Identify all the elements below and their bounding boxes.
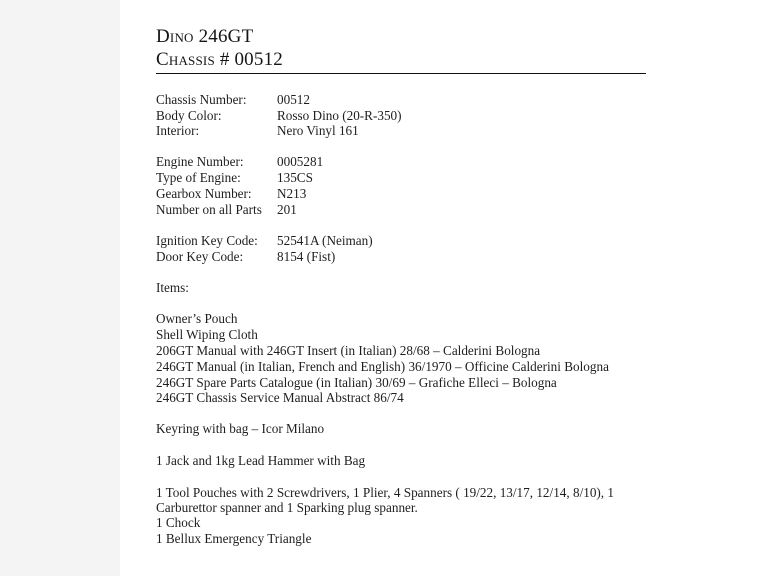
field-value: 8154 (Fist) <box>277 249 336 264</box>
field-engine-number <box>156 154 323 170</box>
list-item: 206GT Manual with 246GT Insert (in Italian) 28/68 – Calderini Bologna <box>156 343 541 358</box>
field-value: N213 <box>277 186 307 201</box>
tools-line: Carburettor spanner and 1 Sparking plug spanner. <box>156 500 418 515</box>
field-value: 52541A (Neiman) <box>277 233 373 248</box>
field-label: Door Key Code: <box>156 249 244 264</box>
field-label: Chassis Number: <box>156 92 247 107</box>
field-body-color <box>156 108 402 124</box>
field-value: Nero Vinyl 161 <box>277 123 359 138</box>
document-title: Dino 246GT <box>156 26 254 47</box>
field-chassis-number <box>156 92 310 108</box>
field-value: 0005281 <box>277 154 324 169</box>
field-label: Number on all Parts <box>156 202 262 217</box>
tools-line: 1 Chock <box>156 515 201 530</box>
jack-item: 1 Jack and 1kg Lead Hammer with Bag <box>156 453 366 468</box>
tools-line: 1 Tool Pouches with 2 Screwdrivers, 1 Plier, 4 Spanners ( 19/22, 13/17, 12/14, 8/10), 1 <box>156 485 614 500</box>
field-value: 00512 <box>277 92 310 107</box>
field-gearbox-number <box>156 186 306 202</box>
keyring-item: Keyring with bag – Icor Milano <box>156 421 325 436</box>
list-item: 246GT Chassis Service Manual Abstract 86/74 <box>156 390 404 405</box>
field-door-key <box>156 249 335 265</box>
list-item: Shell Wiping Cloth <box>156 327 258 342</box>
field-label: Ignition Key Code: <box>156 233 258 248</box>
list-item: Owner’s Pouch <box>156 311 238 326</box>
field-label: Gearbox Number: <box>156 186 252 201</box>
items-heading: Items: <box>156 280 189 295</box>
field-label: Type of Engine: <box>156 170 241 185</box>
field-engine-type <box>156 170 313 186</box>
field-number-on-parts <box>156 202 297 218</box>
field-interior <box>156 123 359 139</box>
title-divider <box>156 73 646 74</box>
field-ignition-key <box>156 233 373 249</box>
field-label: Body Color: <box>156 108 222 123</box>
document-page <box>120 0 768 576</box>
field-value: 201 <box>277 202 297 217</box>
document-subtitle: Chassis # 00512 <box>156 49 283 70</box>
tools-line: 1 Bellux Emergency Triangle <box>156 531 312 546</box>
field-value: 135CS <box>277 170 313 185</box>
field-label: Interior: <box>156 123 200 138</box>
list-item: 246GT Spare Parts Catalogue (in Italian) 30/69 – Grafiche Elleci – Bologna <box>156 375 557 390</box>
field-label: Engine Number: <box>156 154 244 169</box>
field-value: Rosso Dino (20-R-350) <box>277 108 402 123</box>
list-item: 246GT Manual (in Italian, French and English) 36/1970 – Officine Calderini Bologna <box>156 359 609 374</box>
